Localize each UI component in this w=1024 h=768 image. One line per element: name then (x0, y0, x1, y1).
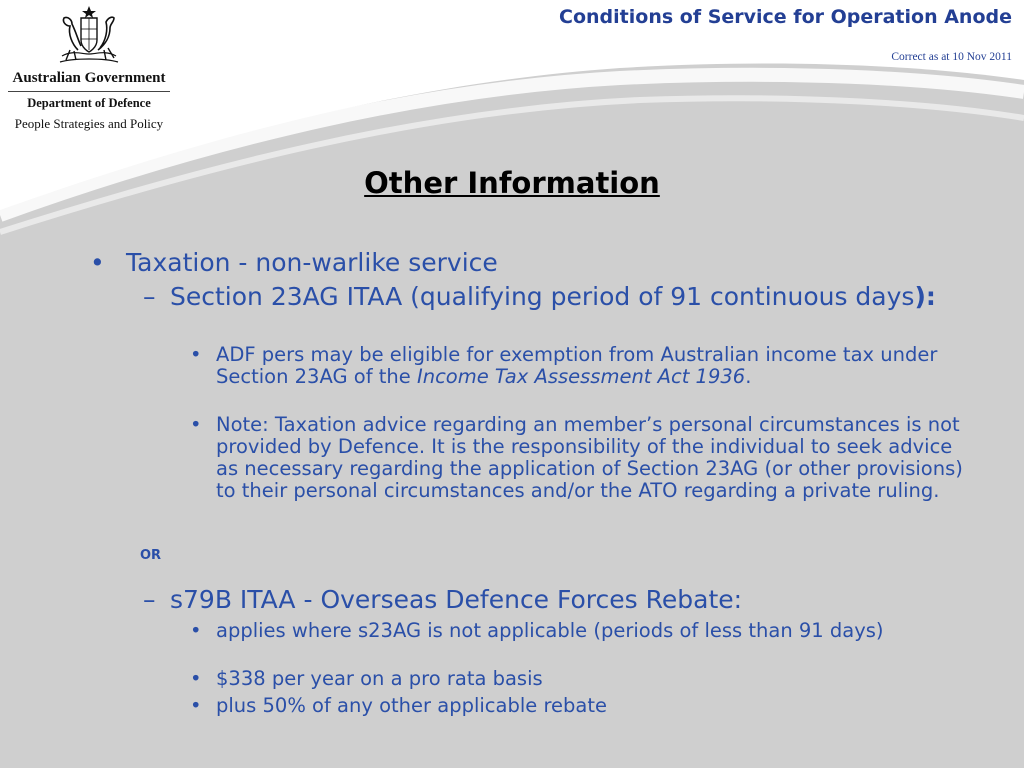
or-label: OR (140, 548, 162, 563)
point-text-start: ADF pers may be eligible for exemption from Australian income tax under Section 23AG of the (216, 343, 938, 388)
dash-marker: – (143, 585, 156, 614)
point-text: applies where s23AG is not applicable (periods of less than 91 days) (216, 619, 884, 642)
sub-item-heading: s79B ITAA - Overseas Defence Forces Rebate: (170, 585, 743, 614)
sub-item-heading (170, 284, 970, 310)
government-logo (0, 0, 178, 140)
point-text: plus 50% of any other applicable rebate (216, 694, 607, 717)
bullet-marker: • (90, 248, 105, 277)
small-bullet-marker: • (190, 667, 202, 690)
header-title: Conditions of Service for Operation Anode (559, 6, 1012, 28)
small-bullet-marker: • (190, 619, 202, 642)
slide-title: Other Information (364, 166, 660, 200)
sub-item-heading-tail: ): (914, 282, 936, 311)
header-date: Correct as at 10 Nov 2011 (891, 51, 1012, 63)
small-bullet-marker: • (190, 343, 202, 366)
logo-divider (8, 91, 170, 92)
coat-of-arms-icon (48, 4, 130, 68)
point-text: Note: Taxation advice regarding an member’s personal circumstances is not provided by Defence. It is the responsibility of the individual to seek advice as necessary regarding the application of Section 23AG (or other provisions) to their personal circumstances and/or the ATO regarding a private ruling. (216, 413, 963, 502)
dash-marker: – (143, 282, 156, 311)
small-bullet-marker: • (190, 694, 202, 717)
government-name: Australian Government (12, 70, 166, 86)
small-bullet-marker: • (190, 413, 202, 436)
department-name: Department of Defence (27, 96, 151, 110)
division-name: People Strategies and Policy (14, 116, 164, 131)
sub-item-heading-text: Section 23AG ITAA (qualifying period of 91 continuous days (170, 282, 915, 311)
point-text (216, 344, 968, 388)
act-name: Income Tax Assessment Act 1936 (416, 365, 746, 388)
point-text-end: . (745, 365, 752, 388)
bullet-text: Taxation - non-warlike service (126, 248, 498, 277)
point-text: $338 per year on a pro rata basis (216, 667, 543, 690)
